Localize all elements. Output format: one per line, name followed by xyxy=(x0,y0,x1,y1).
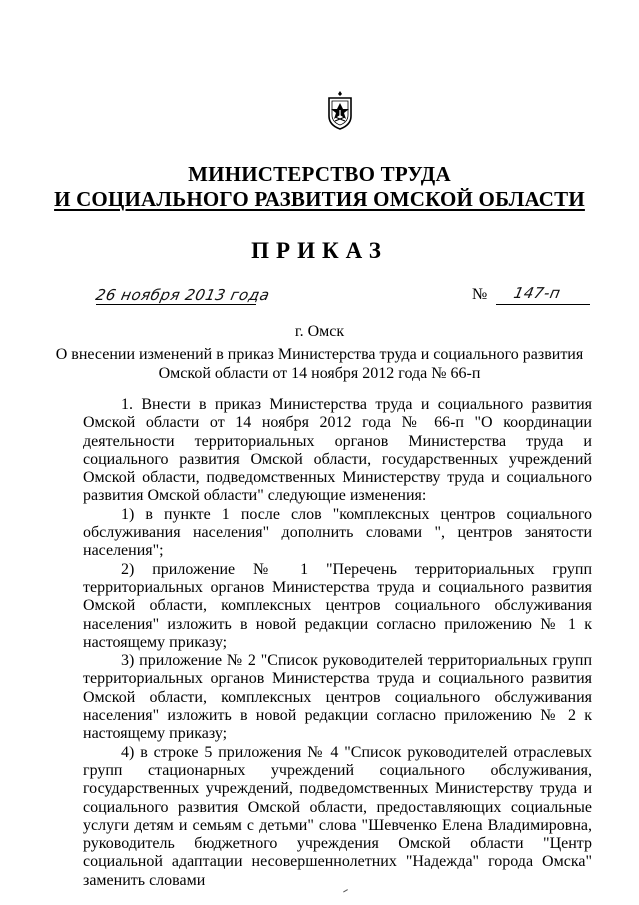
document-subject xyxy=(40,345,599,383)
body-paragraph: 1. Внести в приказ Министерства труда и социального развития Омской области от 14 ноября 2012 года № 66-п "О координации деятельности территориальных органов Министерства труда и социального развития Омской области, государственных учреждений Омской области, подведомственных Министерству труда и социального развития Омской области" следующие изменения: xyxy=(83,396,592,505)
document-type-heading: ПРИКАЗ xyxy=(251,238,388,263)
handwritten-number: 147-п xyxy=(512,284,563,302)
coat-of-arms-icon xyxy=(326,90,354,130)
ministry-title-line1: МИНИСТЕРСТВО ТРУДА xyxy=(188,162,451,186)
body-paragraph: 4) в строке 5 приложения № 4 "Список руководителей отраслевых групп стационарных учреждений социального обслуживания, государственных учреждений, подведомственных Министерству труда и социального развития Омской области, предоставляющих социальные услуги детям и семьям с детьми" слова "Шевченко Елена Владимировна, руководитель бюджетного учреждения Омской области "Центр социальной адаптации несовершеннолетних "Надежда" города Омска" заменить словами xyxy=(83,743,592,889)
scan-mark xyxy=(343,889,350,896)
document-body xyxy=(83,396,592,890)
number-underline xyxy=(496,304,590,305)
date-underline xyxy=(96,304,256,305)
subject-line1: О внесении изменений в приказ Министерства труда и социального развития xyxy=(55,346,584,363)
ministry-title-line2 xyxy=(0,186,639,212)
handwritten-date: 26 ноября 2013 года xyxy=(94,286,272,304)
body-paragraph: 2) приложение № 1 "Перечень территориальных групп территориальных органов Министерства труда и социального развития Омской области, комплексных центров социального обслуживания населения" изложить в новой редакции согласно приложению № 1 к настоящему приказу; xyxy=(83,560,592,651)
number-label: № xyxy=(472,286,488,303)
subject-line2: Омской области от 14 ноября 2012 года № 66-п xyxy=(158,365,481,382)
ministry-title-line2-text: И СОЦИАЛЬНОГО РАЗВИТИЯ ОМСКОЙ ОБЛАСТИ xyxy=(54,187,585,211)
body-paragraph: 1) в пункте 1 после слов "комплексных центров социального обслуживания населения" дополнить словами ", центров занятости населения"; xyxy=(83,505,592,560)
body-paragraph: 3) приложение № 2 "Список руководителей территориальных групп территориальных органов Министерства труда и социального развития Омской области, комплексных центров социального обслуживания населения" изложить в новой редакции согласно приложению № 2 к настоящему приказу; xyxy=(83,652,592,743)
city: г. Омск xyxy=(294,323,345,340)
